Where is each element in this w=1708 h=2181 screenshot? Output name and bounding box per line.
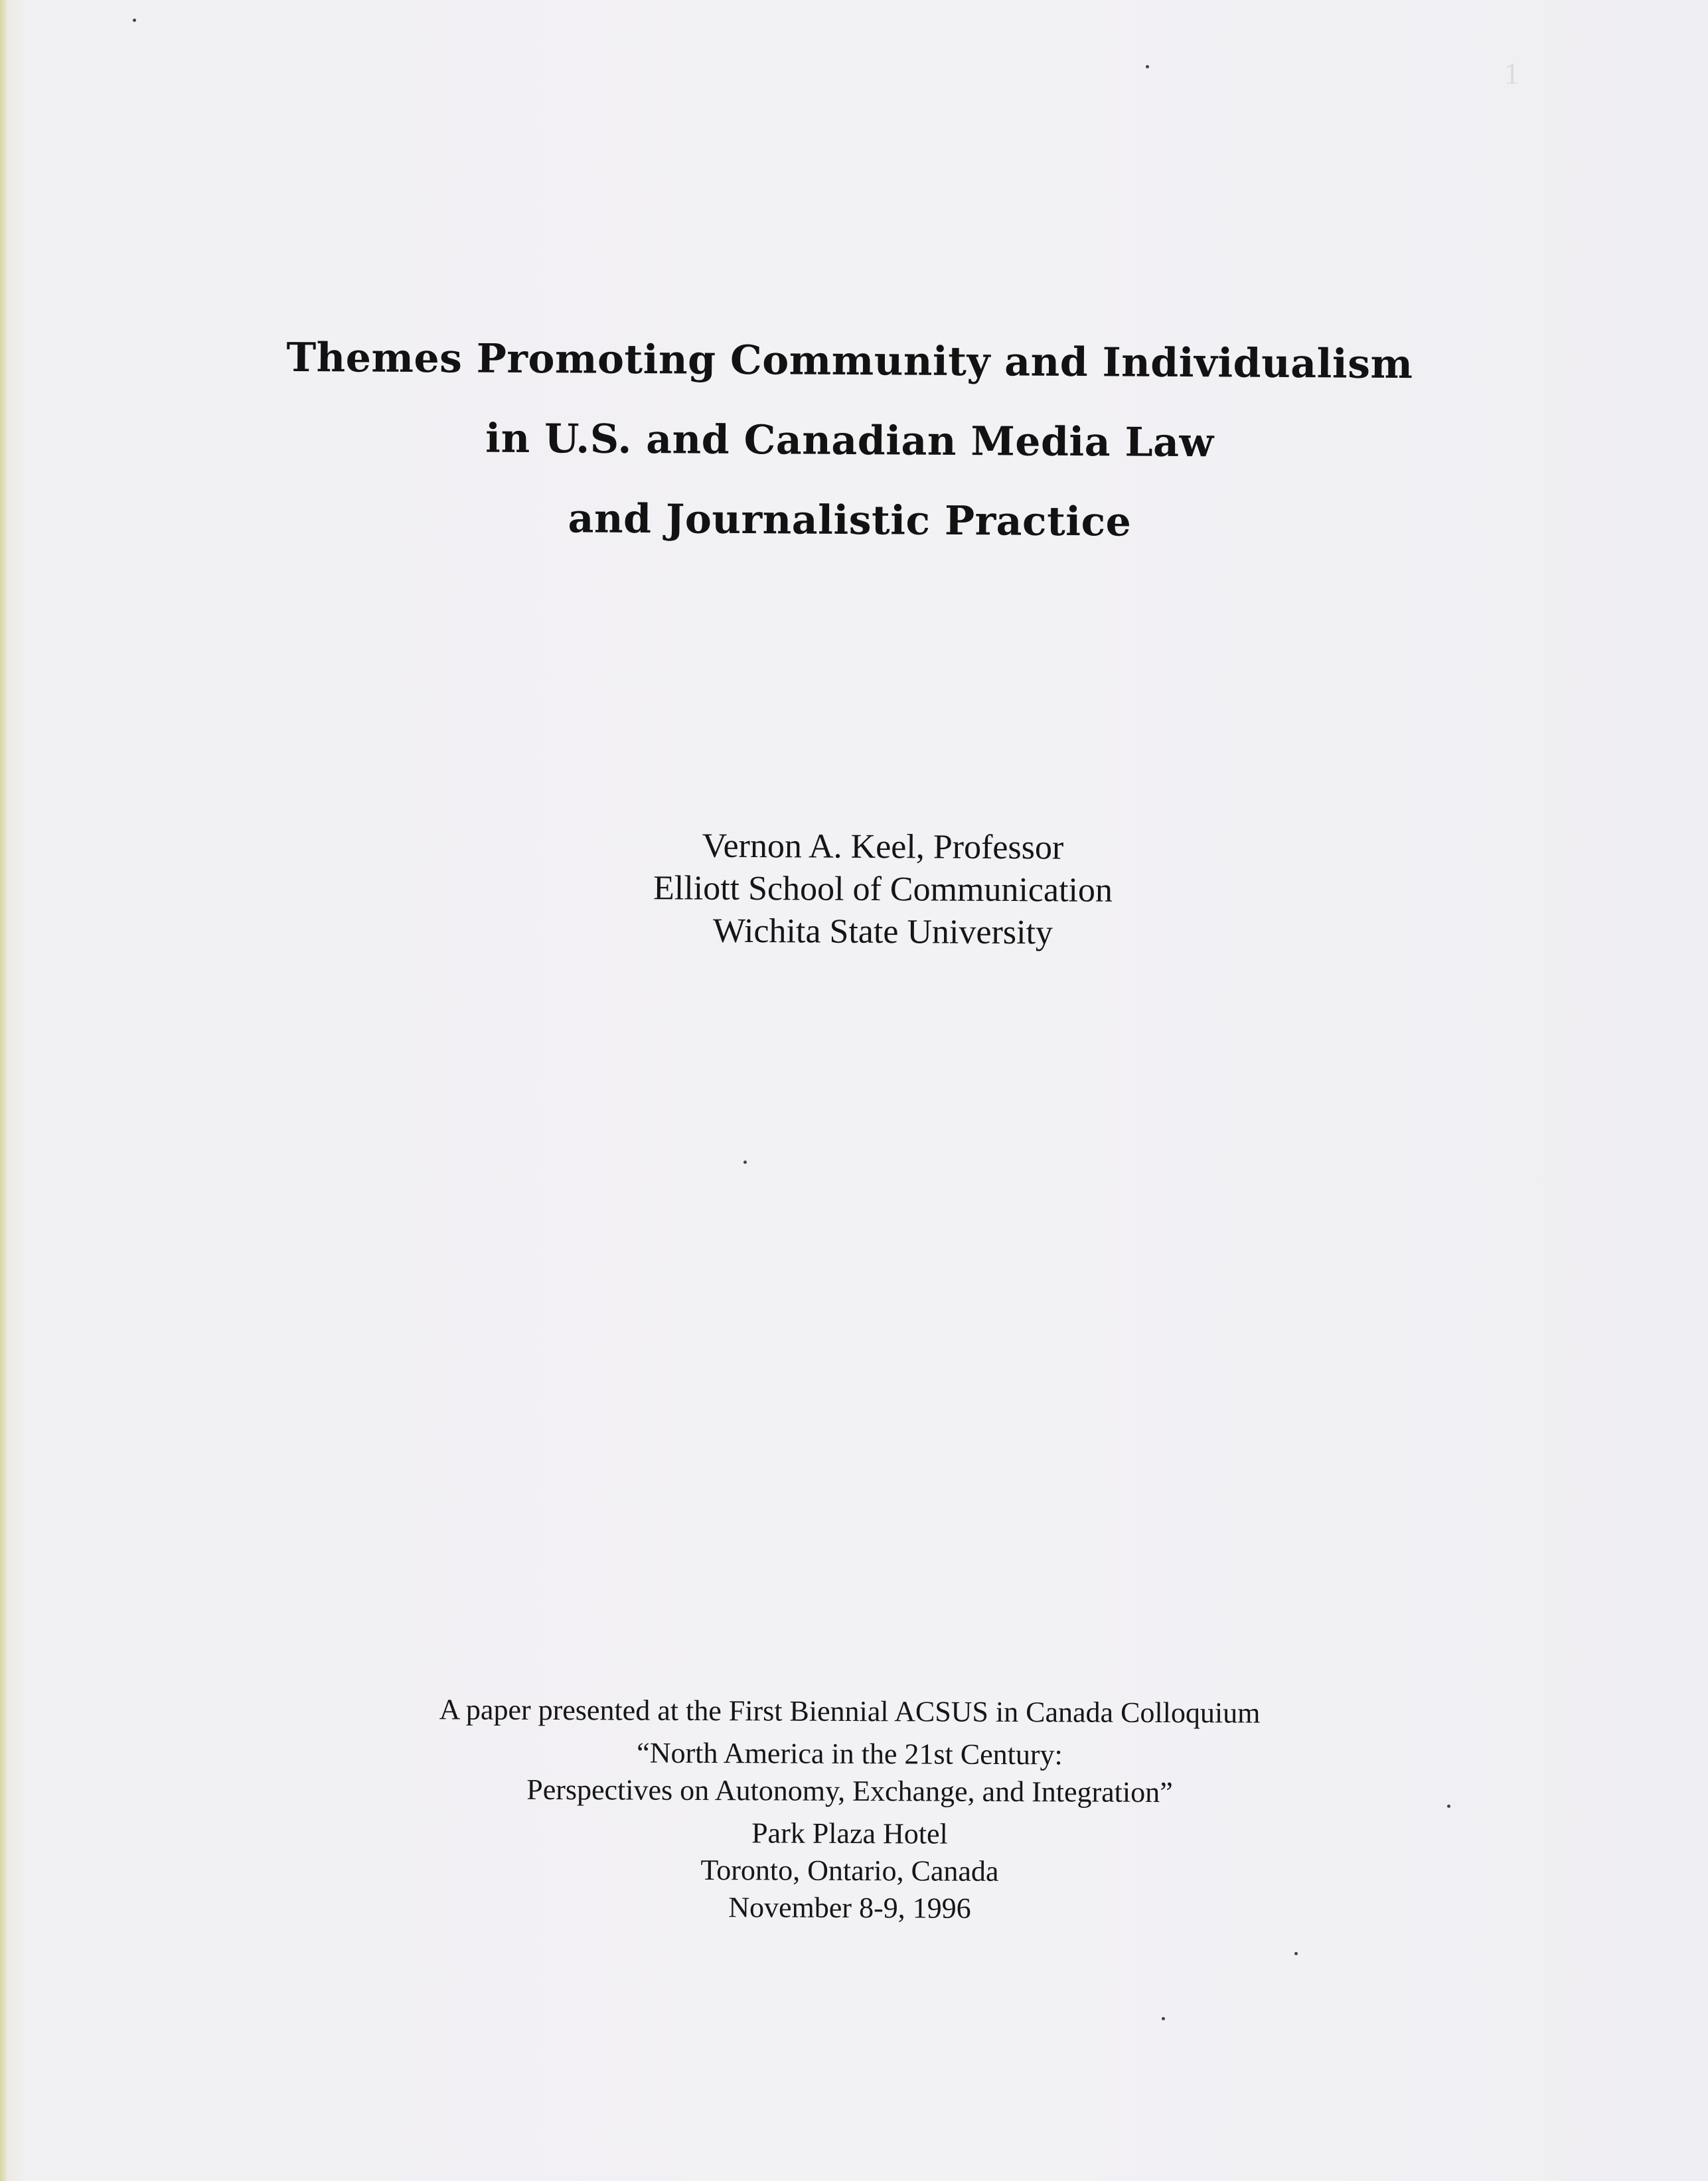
page-number: 1 [1504,56,1519,90]
paper-title [252,321,1447,560]
title-line-1: Themes Promoting Community and Individualism [286,334,1413,388]
page-edge [0,0,7,2181]
venue-city: Toronto, Ontario, Canada [700,1854,999,1888]
paper-speck [133,19,136,22]
paper-speck [1294,1952,1298,1955]
venue: Park Plaza Hotel [751,1817,948,1850]
colloquium-theme-line-2: Perspectives on Autonomy, Exchange, and Integration” [526,1773,1173,1809]
colloquium-theme-line-1: “North America in the 21st Century: [637,1736,1063,1771]
title-line-2: in U.S. and Canadian Media Law [485,415,1214,467]
author-school: Elliott School of Communication [653,869,1113,910]
presentation-date: November 8-9, 1996 [728,1891,971,1925]
paper-speck [1146,65,1149,68]
author-university: Wichita State University [712,912,1053,952]
title-line-3: and Journalistic Practice [568,495,1132,546]
presentation-block [279,1693,1421,1927]
author-name: Vernon A. Keel, Professor [702,827,1064,867]
presentation-intro: A paper presented at the First Biennial ACSUS in Canada Colloquium [439,1693,1261,1730]
paper-speck [743,1161,747,1164]
paper-speck [1447,1805,1450,1808]
paper-speck [1162,2017,1165,2020]
author-block [518,826,1248,953]
